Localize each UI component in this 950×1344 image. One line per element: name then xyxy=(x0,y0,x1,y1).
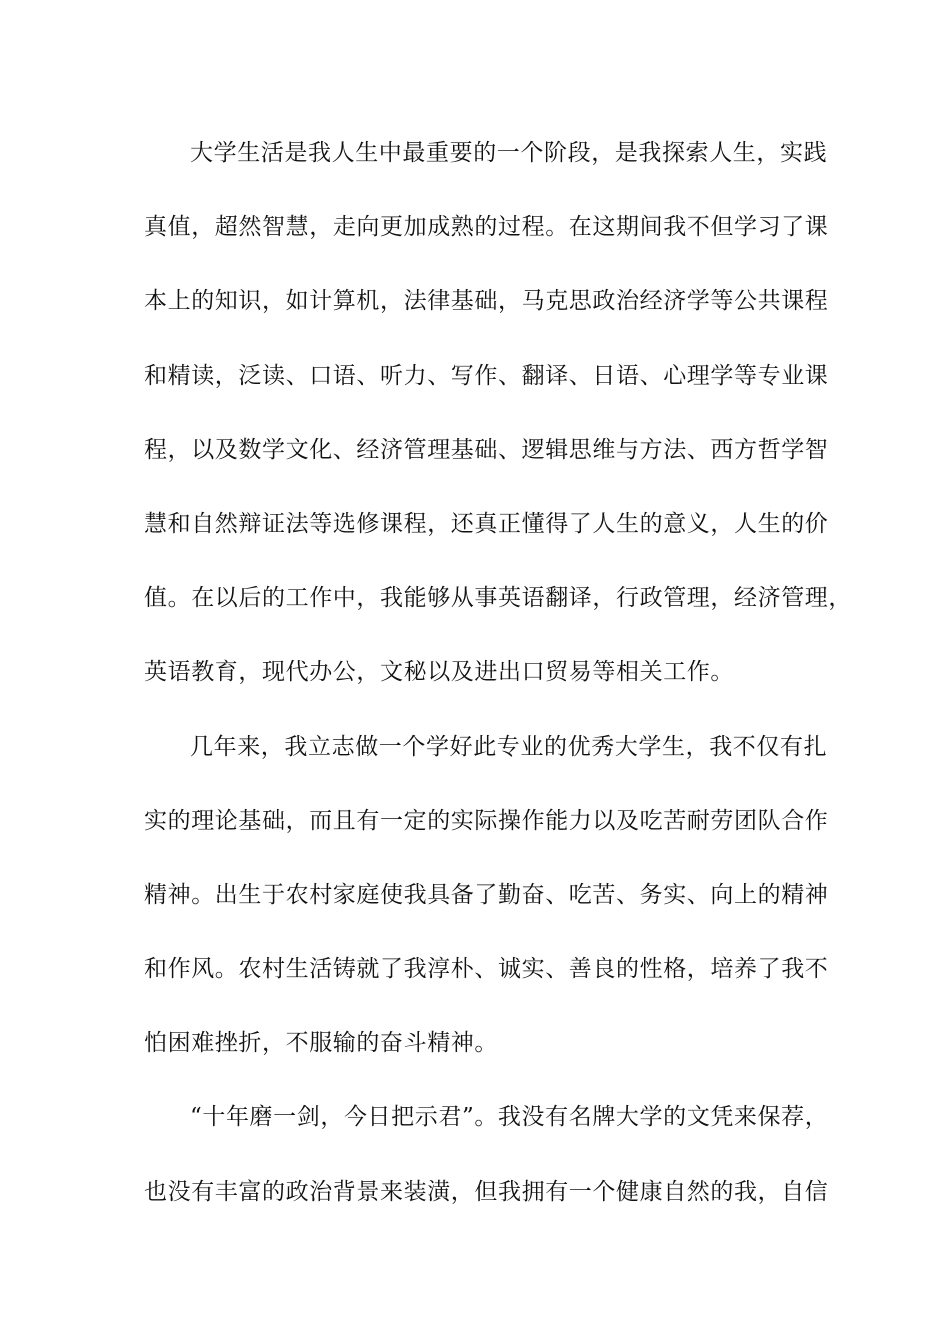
text-line: 大学生活是我人生中最重要的一个阶段，是我探索人生，实践 xyxy=(190,140,828,166)
text-line: 慧和自然辩证法等选修课程，还真正懂得了人生的意义，人生的价 xyxy=(144,510,829,537)
text-line: 实的理论基础，而且有一定的实际操作能力以及吃苦耐劳团队合作 xyxy=(144,807,829,834)
text-line: 怕困难挫折，不服输的奋斗精神。 xyxy=(144,1030,498,1057)
paragraph-3 xyxy=(144,1093,834,1241)
text-line: 真值，超然智慧，走向更加成熟的过程。在这期间我不但学习了课 xyxy=(144,214,829,241)
text-line: 英语教育，现代办公，文秘以及进出口贸易等相关工作。 xyxy=(144,659,734,686)
text-line: 本上的知识，如计算机，法律基础，马克思政治经济学等公共课程 xyxy=(144,288,829,315)
text-line: 和精读，泛读、口语、听力、写作、翻译、日语、心理学等专业课 xyxy=(144,362,829,389)
text-line: 也没有丰富的政治背景来装潢，但我拥有一个健康自然的我，自信 xyxy=(144,1178,829,1205)
paragraph-2 xyxy=(144,723,834,1094)
document-body xyxy=(144,129,852,1242)
text-line: 程，以及数学文化、经济管理基础、逻辑思维与方法、西方哲学智 xyxy=(144,436,829,463)
text-line: 值。在以后的工作中，我能够从事英语翻译，行政管理，经济管理， xyxy=(144,585,852,612)
text-line: 精神。出生于农村家庭使我具备了勤奋、吃苦、务实、向上的精神 xyxy=(144,881,829,908)
text-line: “十年磨一剑，今日把示君”。我没有名牌大学的文凭来保荐， xyxy=(190,1104,829,1131)
text-line: 几年来，我立志做一个学好此专业的优秀大学生，我不仅有扎 xyxy=(190,733,828,760)
paragraph-1 xyxy=(144,129,852,723)
text-line: 和作风。农村生活铸就了我淳朴、诚实、善良的性格，培养了我不 xyxy=(144,956,829,983)
